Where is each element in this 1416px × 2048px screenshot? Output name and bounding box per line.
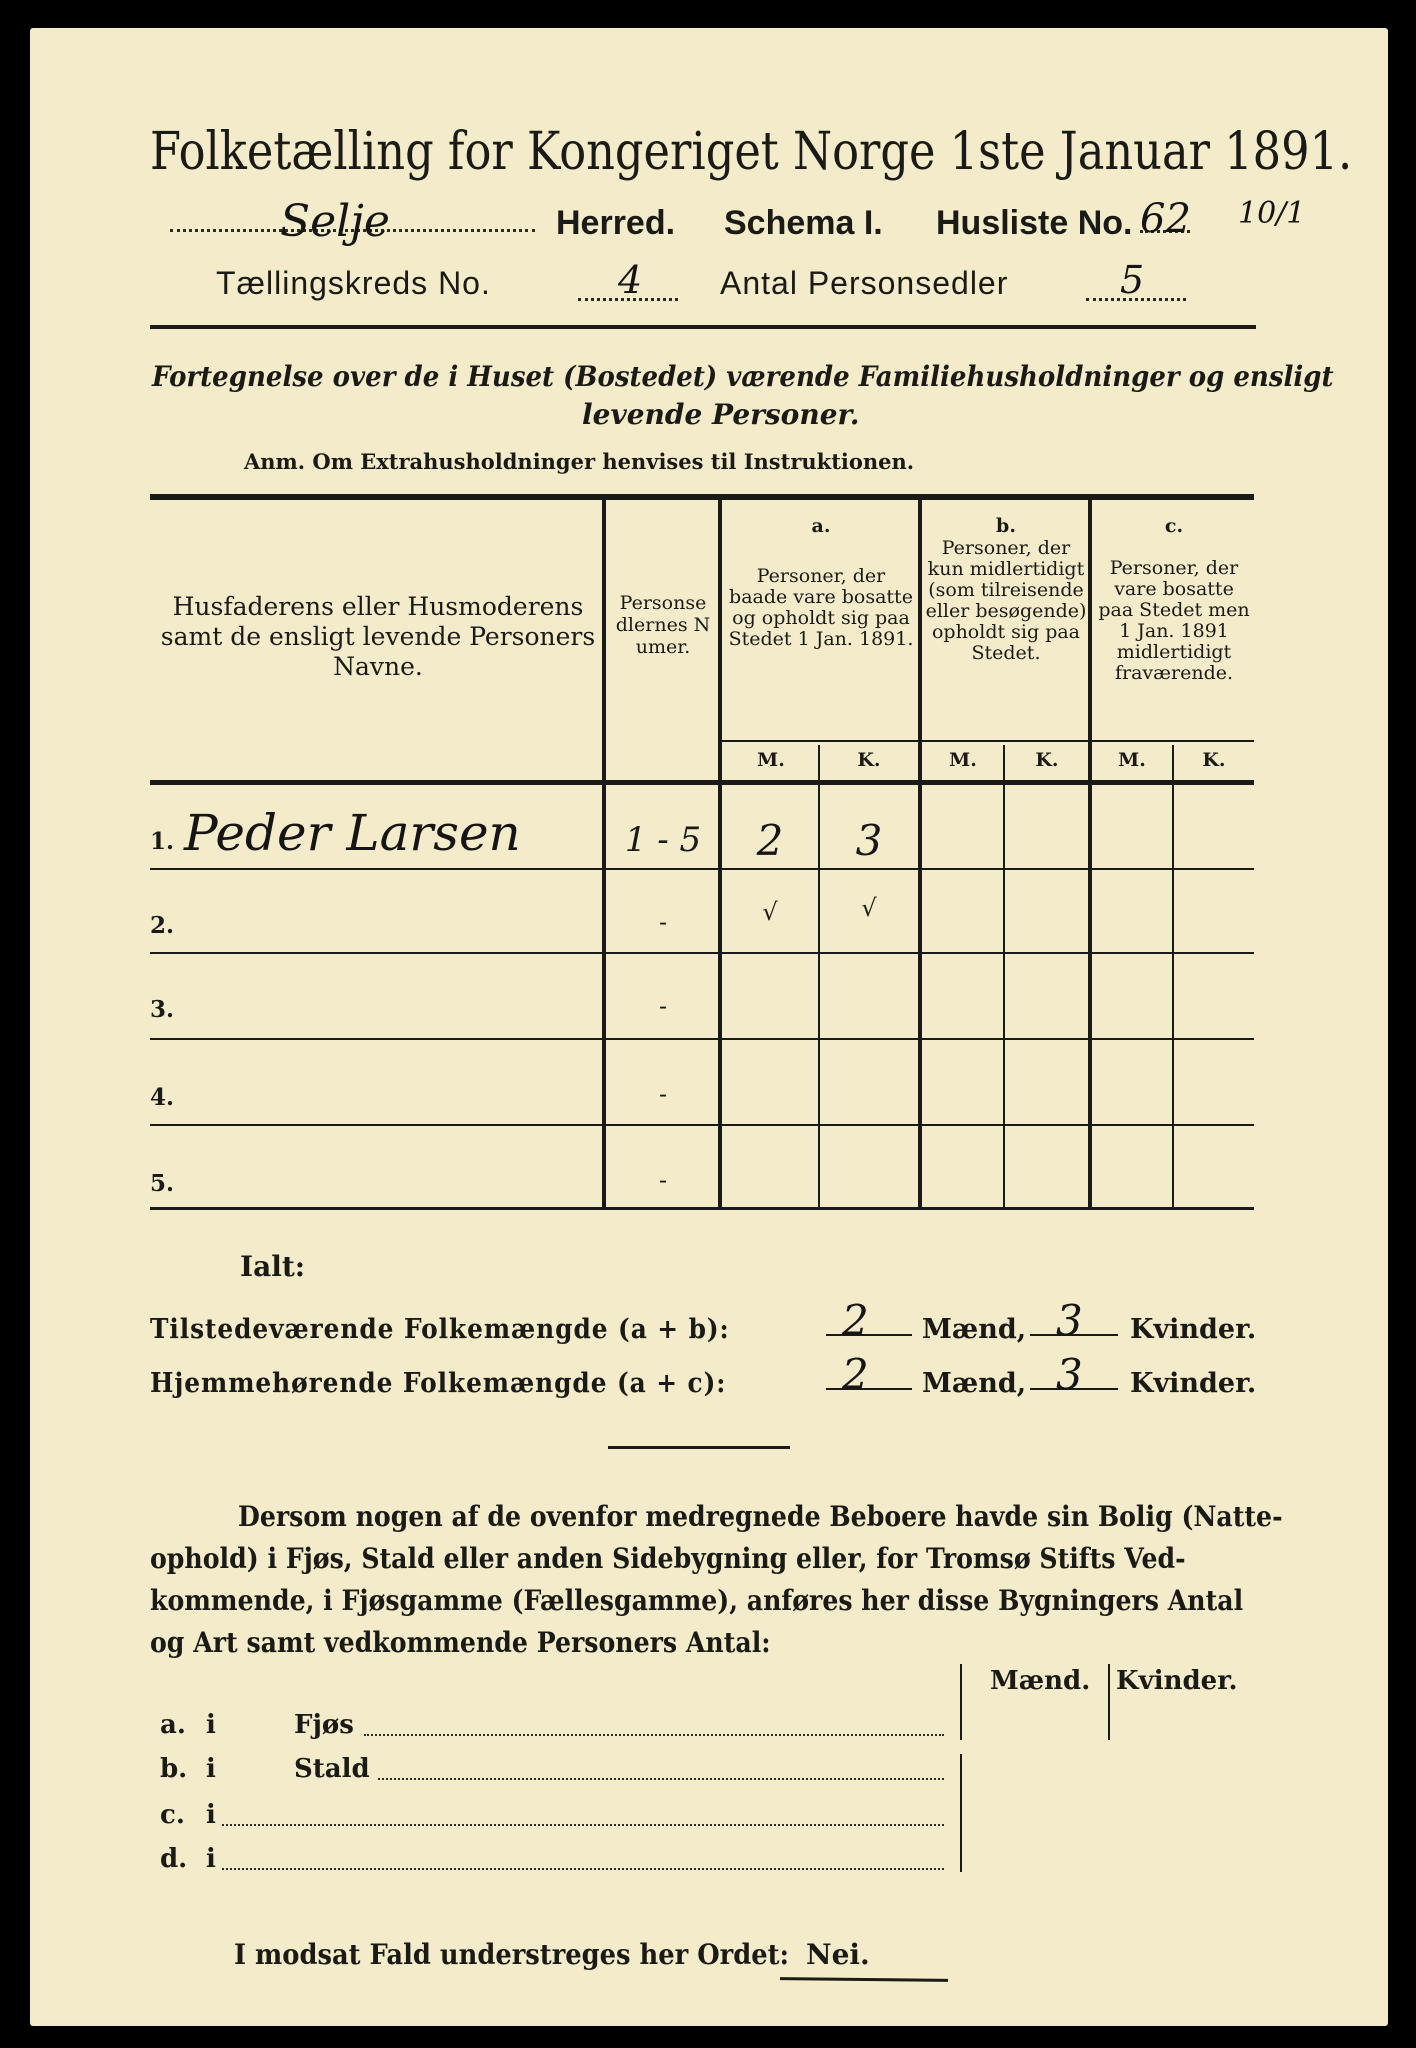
row-number: 5.	[150, 1170, 175, 1197]
col-header-c-letter: c.	[1164, 515, 1184, 537]
sedler-numbers: 1 - 5	[624, 820, 702, 860]
item-letter: b.	[160, 1754, 188, 1784]
row-number: 1.	[150, 828, 175, 855]
vline-ob-3	[960, 1754, 962, 1872]
form-title: Folketælling for Kongeriget Norge 1ste Januar 1891.	[150, 122, 1353, 182]
vline-ob-2	[1108, 1664, 1110, 1740]
item-i: i	[206, 1844, 216, 1874]
vline-a-mk	[818, 745, 820, 1207]
husliste-note: 10/1	[1238, 196, 1306, 231]
item-i: i	[206, 1754, 216, 1784]
antal-label: Antal Personsedler	[720, 265, 1009, 301]
col-maend-header: Mænd.	[990, 1666, 1091, 1696]
herred-name: Selje	[280, 196, 390, 247]
table-bottom-rule	[150, 1207, 1254, 1210]
para-line-3: kommende, i Fjøsgamme (Fællesgamme), anføres her disse Bygningers Antal	[150, 1584, 1244, 1617]
item-letter: c.	[160, 1800, 185, 1830]
item-dots	[378, 1778, 944, 1780]
para-line-2: ophold) i Fjøs, Stald eller anden Sidebygning eller, for Tromsø Stifts Ved-	[150, 1542, 1186, 1575]
b-k-label: K.	[1035, 749, 1059, 771]
kreds-label: Tællingskreds No.	[216, 265, 491, 301]
kreds-number: 4	[618, 258, 643, 302]
footer-word-nei: Nei.	[806, 1938, 870, 1971]
item-dots	[222, 1868, 944, 1870]
para-line-4: og Art samt vedkommende Personers Antal:	[150, 1626, 771, 1659]
section-divider	[608, 1446, 790, 1449]
antal-value: 5	[1120, 258, 1145, 302]
vline-ob-1	[960, 1664, 962, 1740]
tilst-m-line	[826, 1334, 912, 1336]
b-m-label: M.	[949, 749, 977, 771]
col-header-a-letter: a.	[811, 515, 831, 537]
item-i: i	[206, 1710, 216, 1740]
item-i: i	[206, 1800, 216, 1830]
row-sep-2	[150, 952, 1254, 954]
sedler-numbers: -	[658, 992, 668, 1020]
row-sep-1	[150, 868, 1254, 870]
col-kvinder-header: Kvinder.	[1116, 1666, 1238, 1696]
col-header-c: Personer, der vare bosatte paa Stedet men 1 Jan. 1891 midlertidigt fraværende.	[1098, 557, 1250, 684]
hjemme-maend-value: 2	[842, 1350, 869, 1399]
footer-prefix: I modsat Fald understreges her Ordet:	[234, 1938, 790, 1971]
a-k-value: 3	[855, 816, 883, 865]
item-letter: d.	[160, 1844, 188, 1874]
para-line-1: Dersom nogen af de ovenfor medregnede Beboere havde sin Bolig (Natte-	[238, 1500, 1283, 1533]
row-sep-4	[150, 1124, 1254, 1126]
vline-name	[602, 500, 606, 780]
husliste-label: Husliste No.	[936, 204, 1133, 242]
vline-name-body	[602, 785, 606, 1207]
item-label: Stald	[294, 1754, 370, 1784]
household-name: Peder Larsen	[184, 804, 521, 862]
col-header-name: Husfaderens eller Husmoderens samt de ensligt levende Personers Navne.	[160, 592, 596, 681]
intro-line-2: levende Personer.	[582, 398, 860, 431]
husliste-number: 62	[1140, 196, 1191, 242]
hjem-m-line	[826, 1388, 912, 1390]
item-dots	[222, 1824, 944, 1826]
a-m-label: M.	[757, 749, 785, 771]
tilstede-kvinder-label: Kvinder.	[1130, 1314, 1257, 1345]
a-m-value: √	[762, 898, 778, 926]
c-m-label: M.	[1118, 749, 1146, 771]
sedler-numbers: -	[658, 1080, 668, 1108]
tilstede-label: Tilstedeværende Folkemængde (a + b):	[150, 1314, 730, 1345]
row-number: 4.	[150, 1084, 175, 1111]
a-m-value: 2	[756, 816, 784, 865]
vline-a	[918, 500, 922, 1207]
intro-line-1: Fortegnelse over de i Huset (Bostedet) værende Familiehusholdninger og ensligt	[152, 360, 1334, 393]
anm-note: Anm. Om Extrahusholdninger henvises til Instruktionen.	[244, 449, 915, 474]
sedler-numbers: -	[658, 1166, 668, 1194]
header-rule	[150, 325, 1256, 329]
tilstede-maend-label: Mænd,	[922, 1314, 1027, 1345]
col-header-b-letter: b.	[996, 515, 1016, 537]
c-k-label: K.	[1202, 749, 1226, 771]
tilstede-maend-value: 2	[842, 1296, 869, 1345]
col-header-a: Personer, der baade vare bosatte og opholdt sig paa Stedet 1 Jan. 1891.	[728, 565, 914, 650]
a-k-value: √	[861, 894, 877, 922]
ialt-label: Ialt:	[240, 1250, 306, 1283]
sedler-numbers: -	[658, 908, 668, 936]
col-header-num: Personsedlernes Numer.	[615, 592, 711, 658]
item-dots	[364, 1734, 944, 1736]
vline-b	[1088, 500, 1092, 1207]
col-header-b: Personer, der kun midlertidigt (som tilreisende eller besøgende) opholdt sig paa Stedet.	[925, 537, 1087, 664]
item-letter: a.	[160, 1710, 186, 1740]
hjemme-kvinder-label: Kvinder.	[1130, 1368, 1257, 1399]
row-number: 3.	[150, 996, 175, 1023]
item-label: Fjøs	[294, 1710, 354, 1740]
tilstede-kvinder-value: 3	[1056, 1296, 1083, 1345]
vline-b-mk	[1003, 745, 1005, 1207]
hjemme-kvinder-value: 3	[1056, 1350, 1083, 1399]
row-sep-3	[150, 1038, 1254, 1040]
herred-label: Herred.	[556, 204, 676, 242]
hjemme-maend-label: Mænd,	[922, 1368, 1027, 1399]
row-number: 2.	[150, 912, 175, 939]
a-k-label: K.	[857, 749, 881, 771]
mk-subheader-rule	[722, 740, 1254, 742]
vline-c-mk	[1172, 745, 1174, 1207]
schema-label: Schema I.	[724, 204, 883, 242]
hjemme-label: Hjemmehørende Folkemængde (a + c):	[150, 1368, 727, 1399]
